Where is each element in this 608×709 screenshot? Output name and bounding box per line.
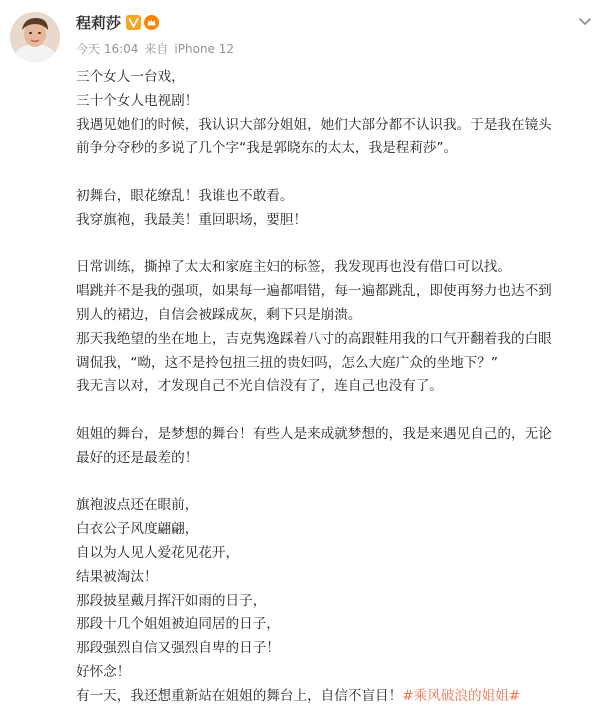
content-line: 别人的裙边，自信会被踩成灰，剩下只是崩溃。 (76, 306, 362, 323)
content-line: 最好的还是最差的！ (76, 449, 199, 466)
verified-badge-icon (126, 15, 141, 30)
content-line: 旗袍波点还在眼前， (76, 497, 199, 514)
content-line-last (76, 685, 598, 709)
member-badge-icon[interactable] (144, 15, 159, 30)
paragraph-break (76, 399, 598, 423)
content-line: 白衣公子风度翩翩， (76, 521, 199, 538)
avatar-image (10, 12, 60, 62)
content-line: 我遇见她们的时候，我认识大部分姐姐，她们大部分都不认识我。于是我在镜头 (76, 116, 552, 133)
content-line: 那天我绝望的坐在地上，吉克隽逸踩着八寸的高跟鞋用我的口气开翻着我的白眼 (76, 330, 552, 347)
content-line: 那段强烈自信又强烈自卑的日子！ (76, 640, 280, 657)
paragraph-break (76, 161, 598, 185)
source-device: iPhone 12 (174, 42, 235, 56)
user-badges (126, 15, 159, 30)
content-line: 结果被淘汰！ (76, 568, 158, 585)
post-time[interactable]: 今天 16:04 (76, 42, 139, 56)
content-line: 三十个女人电视剧！ (76, 92, 199, 109)
post-content (76, 66, 598, 709)
post-meta (76, 41, 240, 57)
last-line-text: 有一天，我还想重新站在姐姐的舞台上，自信不盲目！ (76, 687, 403, 704)
source-prefix: 来自 (144, 42, 169, 56)
avatar[interactable] (10, 12, 60, 62)
content-line: 我无言以对，才发现自己不光自信没有了，连自己也没有了。 (76, 378, 444, 395)
content-line: 三个女人一台戏， (76, 69, 185, 85)
content-line: 唱跳并不是我的强项，如果每一遍都唱错，每一遍都跳乱，即使再努力也达不到 (76, 283, 552, 300)
content-line: 前争分夺秒的多说了几个字“我是郭晓东的太太，我是程莉莎”。 (76, 140, 458, 157)
content-line: 调侃我，“呦，这不是拎包扭三扭的贵妇吗，怎么大庭广众的坐地下？” (76, 354, 498, 371)
hashtag-link[interactable]: #乘风破浪的姐姐# (402, 687, 521, 704)
content-line: 我穿旗袍，我最美！重回职场，要胆！ (76, 211, 308, 228)
content-line: 日常训练，撕掉了太太和家庭主妇的标签，我发现再也没有借口可以找。 (76, 259, 511, 276)
content-line: 那段披星戴月挥汗如雨的日子， (76, 592, 267, 609)
content-line: 初舞台，眼花缭乱！我谁也不敢看。 (76, 187, 294, 204)
content-line: 好怀念！ (76, 663, 131, 680)
content-line: 姐姐的舞台，是梦想的舞台！有些人是来成就梦想的，我是来遇见自己的，无论 (76, 425, 552, 442)
username[interactable]: 程莉莎 (76, 14, 122, 32)
paragraph-break (76, 233, 598, 257)
chevron-down-icon[interactable] (576, 12, 594, 30)
paragraph-break (76, 471, 598, 495)
content-line: 自以为人见人爱花见花开， (76, 544, 240, 561)
content-line: 那段十几个姐姐被迫同居的日子， (76, 616, 280, 633)
